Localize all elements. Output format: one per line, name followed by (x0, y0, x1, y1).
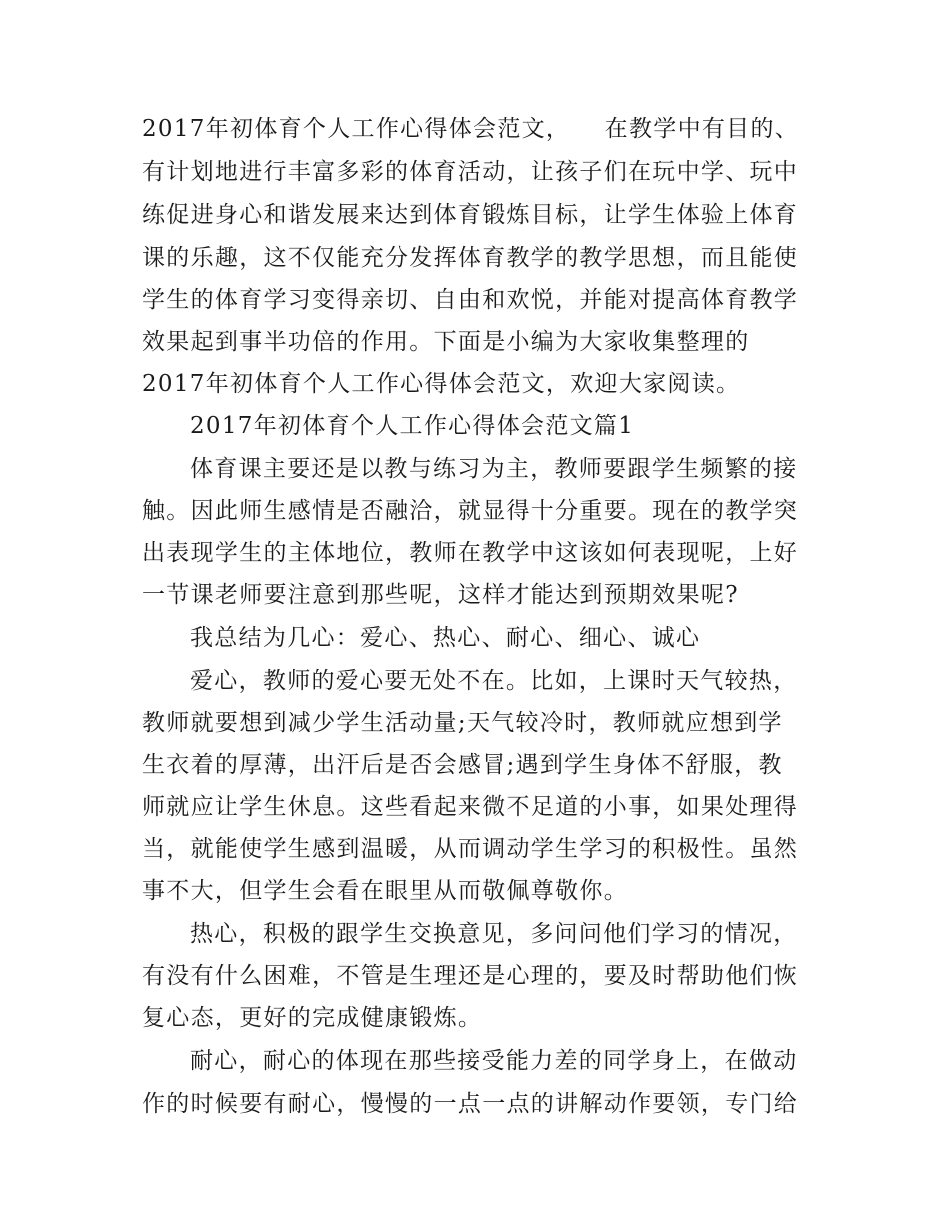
text-line: 事不大，但学生会看在眼里从而敬佩尊敬你。 (142, 878, 628, 904)
text-line: 生衣着的厚薄，出汗后是否会感冒;遇到学生身体不舒服，教 (142, 752, 783, 778)
text-line: 爱心，教师的爱心要无处不在。比如，上课时天气较热， (190, 668, 798, 694)
text-line: 热心，积极的跟学生交换意见，多问问他们学习的情况， (190, 921, 798, 947)
text-line: 2017年初体育个人工作心得体会范文，欢迎大家阅读。 (142, 371, 741, 397)
text-line: 作的时候要有耐心，慢慢的一点一点的讲解动作要领，专门给 (142, 1091, 799, 1117)
text-line: 体育课主要还是以教与练习为主，教师要跟学生频繁的接 (190, 456, 798, 482)
text-line: 一节课老师要注意到那些呢，这样才能达到预期效果呢? (142, 582, 739, 608)
text-line: 我总结为几心：爱心、热心、耐心、细心、诚心 (190, 625, 701, 651)
text-line: 课的乐趣，这不仅能充分发挥体育教学的教学思想，而且能使 (142, 245, 799, 271)
section-heading: 2017年初体育个人工作心得体会范文篇1 (190, 413, 635, 439)
text-line: 复心态，更好的完成健康锻炼。 (142, 1005, 483, 1031)
text-line: 练促进身心和谐发展来达到体育锻炼目标，让学生体验上体育 (142, 202, 799, 228)
text-line: 学生的体育学习变得亲切、自由和欢悦，并能对提高体育教学 (142, 287, 799, 313)
text-line: 效果起到事半功倍的作用。下面是小编为大家收集整理的 (142, 329, 750, 355)
text-line: 当，就能使学生感到温暖，从而调动学生学习的积极性。虽然 (142, 836, 799, 862)
text-line: 出表现学生的主体地位，教师在教学中这该如何表现呢，上好 (142, 540, 799, 566)
text-line: 耐心，耐心的体现在那些接受能力差的同学身上，在做动 (190, 1048, 798, 1074)
text-line: 2017年初体育个人工作心得体会范文， 在教学中有目的、 (142, 116, 800, 142)
text-line: 触。因此师生感情是否融洽，就显得十分重要。现在的教学突 (142, 498, 799, 524)
text-line: 有没有什么困难，不管是生理还是心理的，要及时帮助他们恢 (142, 963, 799, 989)
text-line: 师就应让学生休息。这些看起来微不足道的小事，如果处理得 (142, 794, 799, 820)
text-line: 有计划地进行丰富多彩的体育活动，让孩子们在玩中学、玩中 (142, 159, 799, 185)
text-line: 教师就要想到减少学生活动量;天气较冷时，教师就应想到学 (142, 710, 783, 736)
